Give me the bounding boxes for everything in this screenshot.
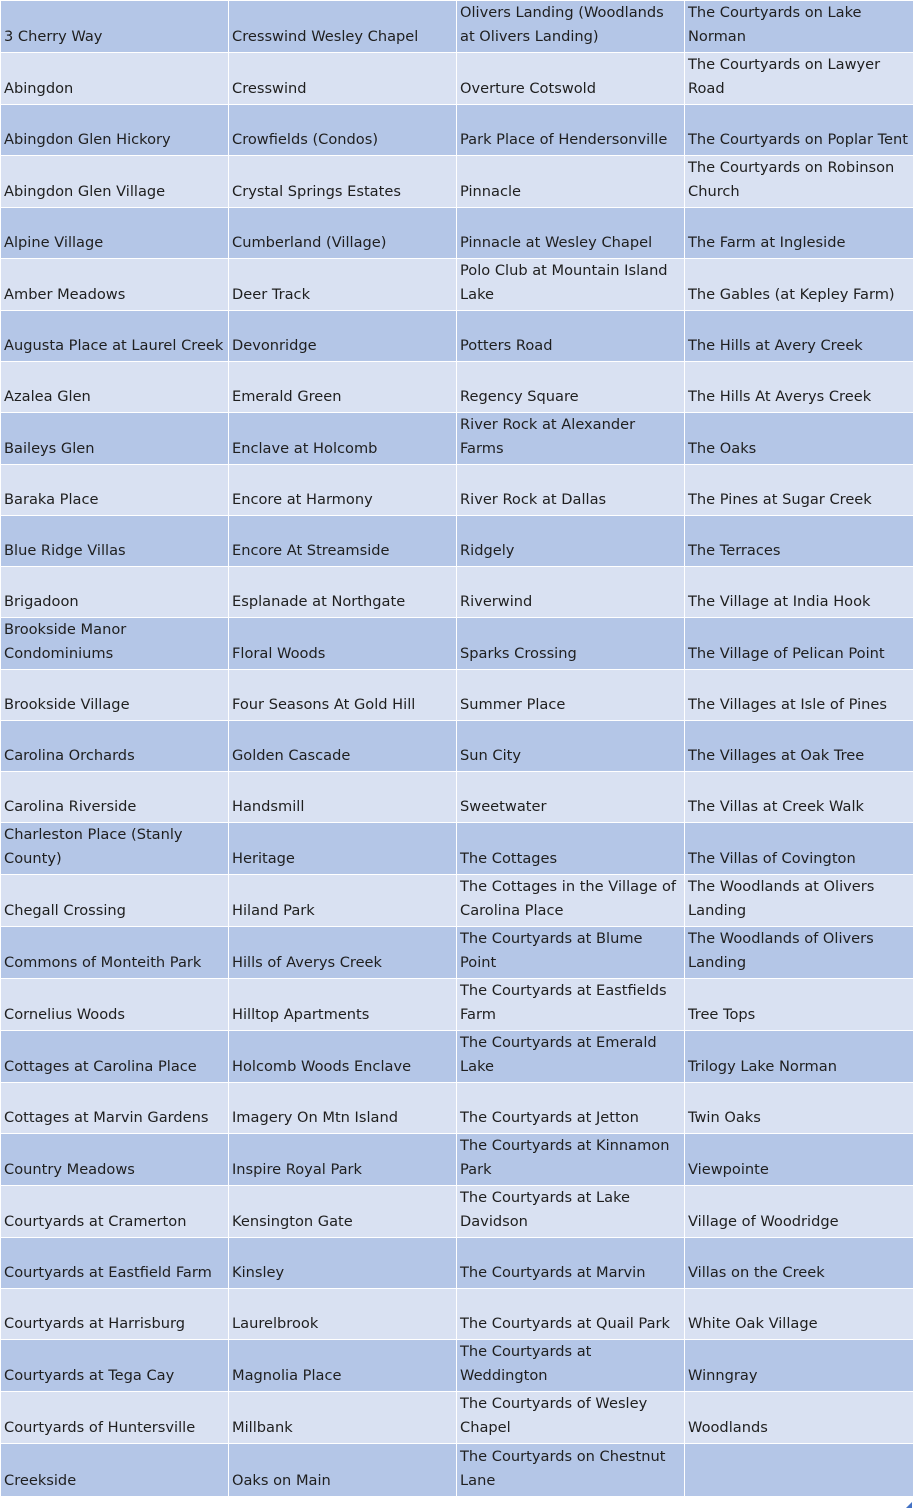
table-cell[interactable]: Charleston Place (Stanly County) <box>1 823 229 875</box>
table-cell[interactable]: Regency Square <box>457 362 685 413</box>
table-cell[interactable]: The Oaks <box>685 413 913 465</box>
table-cell[interactable]: Sparks Crossing <box>457 618 685 670</box>
table-row <box>1 1134 913 1186</box>
table-cell[interactable]: Amber Meadows <box>1 259 229 311</box>
table-cell[interactable]: Abingdon <box>1 53 229 105</box>
table-cell[interactable]: Courtyards at Tega Cay <box>1 1340 229 1392</box>
table-cell[interactable]: The Courtyards on Lawyer Road <box>685 53 913 105</box>
table-cell[interactable]: Holcomb Woods Enclave <box>229 1031 457 1083</box>
table-cell[interactable]: Baileys Glen <box>1 413 229 465</box>
table-cell[interactable]: Twin Oaks <box>685 1083 913 1134</box>
table-cell[interactable]: Hiland Park <box>229 875 457 927</box>
table-cell[interactable]: Cornelius Woods <box>1 979 229 1031</box>
table-cell[interactable]: Augusta Place at Laurel Creek <box>1 311 229 362</box>
table-cell[interactable]: The Courtyards at Kinnamon Park <box>457 1134 685 1186</box>
table-cell[interactable]: The Villages at Isle of Pines <box>685 670 913 721</box>
table-cell[interactable]: 3 Cherry Way <box>1 1 229 53</box>
table-cell[interactable]: Park Place of Hendersonville <box>457 105 685 156</box>
table-cell[interactable]: Tree Tops <box>685 979 913 1031</box>
table-row <box>1 1392 913 1444</box>
table-cell[interactable]: Laurelbrook <box>229 1289 457 1340</box>
table-cell[interactable]: The Cottages in the Village of Carolina Place <box>457 875 685 927</box>
table-cell[interactable]: Millbank <box>229 1392 457 1444</box>
table-cell[interactable]: Four Seasons At Gold Hill <box>229 670 457 721</box>
table-cell[interactable]: Golden Cascade <box>229 721 457 772</box>
table-cell[interactable]: The Courtyards at Blume Point <box>457 927 685 979</box>
table-cell[interactable]: Viewpointe <box>685 1134 913 1186</box>
table-cell[interactable]: Devonridge <box>229 311 457 362</box>
table-cell[interactable]: River Rock at Dallas <box>457 465 685 516</box>
table-row <box>1 927 913 979</box>
table-row <box>1 362 913 413</box>
table-row <box>1 823 913 875</box>
table-cell[interactable]: Brigadoon <box>1 567 229 618</box>
table-cell[interactable]: Alpine Village <box>1 208 229 259</box>
table-row <box>1 1289 913 1340</box>
table-cell[interactable]: The Courtyards at Quail Park <box>457 1289 685 1340</box>
table-cell[interactable]: Woodlands <box>685 1392 913 1444</box>
table-row <box>1 53 913 105</box>
table-cell[interactable]: Commons of Monteith Park <box>1 927 229 979</box>
resize-handle-shape <box>906 1502 912 1508</box>
table-cell[interactable]: Pinnacle at Wesley Chapel <box>457 208 685 259</box>
table-cell[interactable]: Polo Club at Mountain Island Lake <box>457 259 685 311</box>
table-cell[interactable]: The Courtyards at Marvin <box>457 1238 685 1289</box>
table-row <box>1 1444 913 1497</box>
table-cell[interactable]: The Terraces <box>685 516 913 567</box>
table-cell[interactable]: Overture Cotswold <box>457 53 685 105</box>
table-cell[interactable]: Brookside Village <box>1 670 229 721</box>
table-cell[interactable]: Brookside Manor Condominiums <box>1 618 229 670</box>
table-row <box>1 567 913 618</box>
table-cell[interactable]: Cottages at Carolina Place <box>1 1031 229 1083</box>
table-cell[interactable]: River Rock at Alexander Farms <box>457 413 685 465</box>
table-cell[interactable]: Cottages at Marvin Gardens <box>1 1083 229 1134</box>
table-cell[interactable]: The Cottages <box>457 823 685 875</box>
table-cell[interactable]: Olivers Landing (Woodlands at Olivers Landing) <box>457 1 685 53</box>
table-row <box>1 1186 913 1238</box>
table-cell[interactable]: The Villas at Creek Walk <box>685 772 913 823</box>
table-row <box>1 1 913 53</box>
table-cell[interactable]: The Courtyards at Jetton <box>457 1083 685 1134</box>
table-cell[interactable]: Carolina Orchards <box>1 721 229 772</box>
table-cell[interactable]: The Villages at Oak Tree <box>685 721 913 772</box>
table-cell[interactable]: Courtyards of Huntersville <box>1 1392 229 1444</box>
table-row <box>1 670 913 721</box>
table-cell[interactable]: The Courtyards at Lake Davidson <box>457 1186 685 1238</box>
table-cell[interactable]: Creekside <box>1 1444 229 1497</box>
table-row <box>1 311 913 362</box>
table-cell[interactable]: Courtyards at Eastfield Farm <box>1 1238 229 1289</box>
table-row <box>1 772 913 823</box>
table-cell[interactable]: Magnolia Place <box>229 1340 457 1392</box>
table-cell[interactable]: Azalea Glen <box>1 362 229 413</box>
table-row <box>1 413 913 465</box>
table-cell[interactable]: The Courtyards on Poplar Tent <box>685 105 913 156</box>
table-resize-handle-icon[interactable] <box>906 1502 912 1508</box>
table-cell[interactable]: Sweetwater <box>457 772 685 823</box>
table-cell[interactable]: The Courtyards at Weddington <box>457 1340 685 1392</box>
table-cell[interactable] <box>685 1444 913 1497</box>
table-cell[interactable]: Encore At Streamside <box>229 516 457 567</box>
table-row <box>1 1083 913 1134</box>
table-cell[interactable]: Crowfields (Condos) <box>229 105 457 156</box>
table-cell[interactable]: Blue Ridge Villas <box>1 516 229 567</box>
table-cell[interactable]: Trilogy Lake Norman <box>685 1031 913 1083</box>
table-row <box>1 465 913 516</box>
table-cell[interactable]: Encore at Harmony <box>229 465 457 516</box>
table-cell[interactable]: Cumberland (Village) <box>229 208 457 259</box>
table-row <box>1 156 913 208</box>
table-cell[interactable]: The Farm at Ingleside <box>685 208 913 259</box>
table-cell[interactable]: Carolina Riverside <box>1 772 229 823</box>
table-cell[interactable]: Baraka Place <box>1 465 229 516</box>
table-body <box>1 1 913 1497</box>
table-cell[interactable]: Handsmill <box>229 772 457 823</box>
table-row <box>1 979 913 1031</box>
table-row <box>1 875 913 927</box>
table-cell[interactable]: The Village of Pelican Point <box>685 618 913 670</box>
table-cell[interactable]: The Village at India Hook <box>685 567 913 618</box>
table-cell[interactable]: Imagery On Mtn Island <box>229 1083 457 1134</box>
table-cell[interactable]: Country Meadows <box>1 1134 229 1186</box>
table-cell[interactable]: Esplanade at Northgate <box>229 567 457 618</box>
table-cell[interactable]: Potters Road <box>457 311 685 362</box>
table-cell[interactable]: Hilltop Apartments <box>229 979 457 1031</box>
table-row <box>1 1238 913 1289</box>
table-cell[interactable]: Abingdon Glen Hickory <box>1 105 229 156</box>
table-cell[interactable]: Villas on the Creek <box>685 1238 913 1289</box>
table-row <box>1 105 913 156</box>
table-cell[interactable]: Heritage <box>229 823 457 875</box>
table-cell[interactable]: Courtyards at Harrisburg <box>1 1289 229 1340</box>
table-cell[interactable]: The Hills At Averys Creek <box>685 362 913 413</box>
table-cell[interactable]: Kinsley <box>229 1238 457 1289</box>
table-row <box>1 618 913 670</box>
table-cell[interactable]: The Gables (at Kepley Farm) <box>685 259 913 311</box>
table-cell[interactable]: Abingdon Glen Village <box>1 156 229 208</box>
table-cell[interactable]: Floral Woods <box>229 618 457 670</box>
table-row <box>1 259 913 311</box>
table-cell[interactable]: Summer Place <box>457 670 685 721</box>
table-cell[interactable]: Pinnacle <box>457 156 685 208</box>
table-cell[interactable]: The Courtyards at Emerald Lake <box>457 1031 685 1083</box>
table-cell[interactable]: Crystal Springs Estates <box>229 156 457 208</box>
table-cell[interactable]: The Villas of Covington <box>685 823 913 875</box>
table-cell[interactable]: The Courtyards of Wesley Chapel <box>457 1392 685 1444</box>
table-cell[interactable]: The Woodlands of Olivers Landing <box>685 927 913 979</box>
table-cell[interactable]: Inspire Royal Park <box>229 1134 457 1186</box>
table-row <box>1 1031 913 1083</box>
table-cell[interactable]: The Courtyards at Eastfields Farm <box>457 979 685 1031</box>
table-row <box>1 516 913 567</box>
table-row <box>1 1340 913 1392</box>
table-cell[interactable]: Cresswind Wesley Chapel <box>229 1 457 53</box>
table-cell[interactable]: Cresswind <box>229 53 457 105</box>
table-cell[interactable]: Deer Track <box>229 259 457 311</box>
table-cell[interactable]: Chegall Crossing <box>1 875 229 927</box>
table-cell[interactable]: Riverwind <box>457 567 685 618</box>
table-cell[interactable]: Sun City <box>457 721 685 772</box>
table-cell[interactable]: Emerald Green <box>229 362 457 413</box>
table-cell[interactable]: Winngray <box>685 1340 913 1392</box>
table-cell[interactable]: The Courtyards on Chestnut Lane <box>457 1444 685 1497</box>
table-cell[interactable]: Ridgely <box>457 516 685 567</box>
table-cell[interactable]: Courtyards at Cramerton <box>1 1186 229 1238</box>
table-cell[interactable]: The Hills at Avery Creek <box>685 311 913 362</box>
table-cell[interactable]: Oaks on Main <box>229 1444 457 1497</box>
table-cell[interactable]: The Courtyards on Robinson Church <box>685 156 913 208</box>
table-cell[interactable]: The Pines at Sugar Creek <box>685 465 913 516</box>
table-cell[interactable]: Hills of Averys Creek <box>229 927 457 979</box>
table-cell[interactable]: The Courtyards on Lake Norman <box>685 1 913 53</box>
table-cell[interactable]: Village of Woodridge <box>685 1186 913 1238</box>
table-cell[interactable]: White Oak Village <box>685 1289 913 1340</box>
table-row <box>1 721 913 772</box>
table-cell[interactable]: The Woodlands at Olivers Landing <box>685 875 913 927</box>
table-cell[interactable]: Kensington Gate <box>229 1186 457 1238</box>
table-row <box>1 208 913 259</box>
table-cell[interactable]: Enclave at Holcomb <box>229 413 457 465</box>
